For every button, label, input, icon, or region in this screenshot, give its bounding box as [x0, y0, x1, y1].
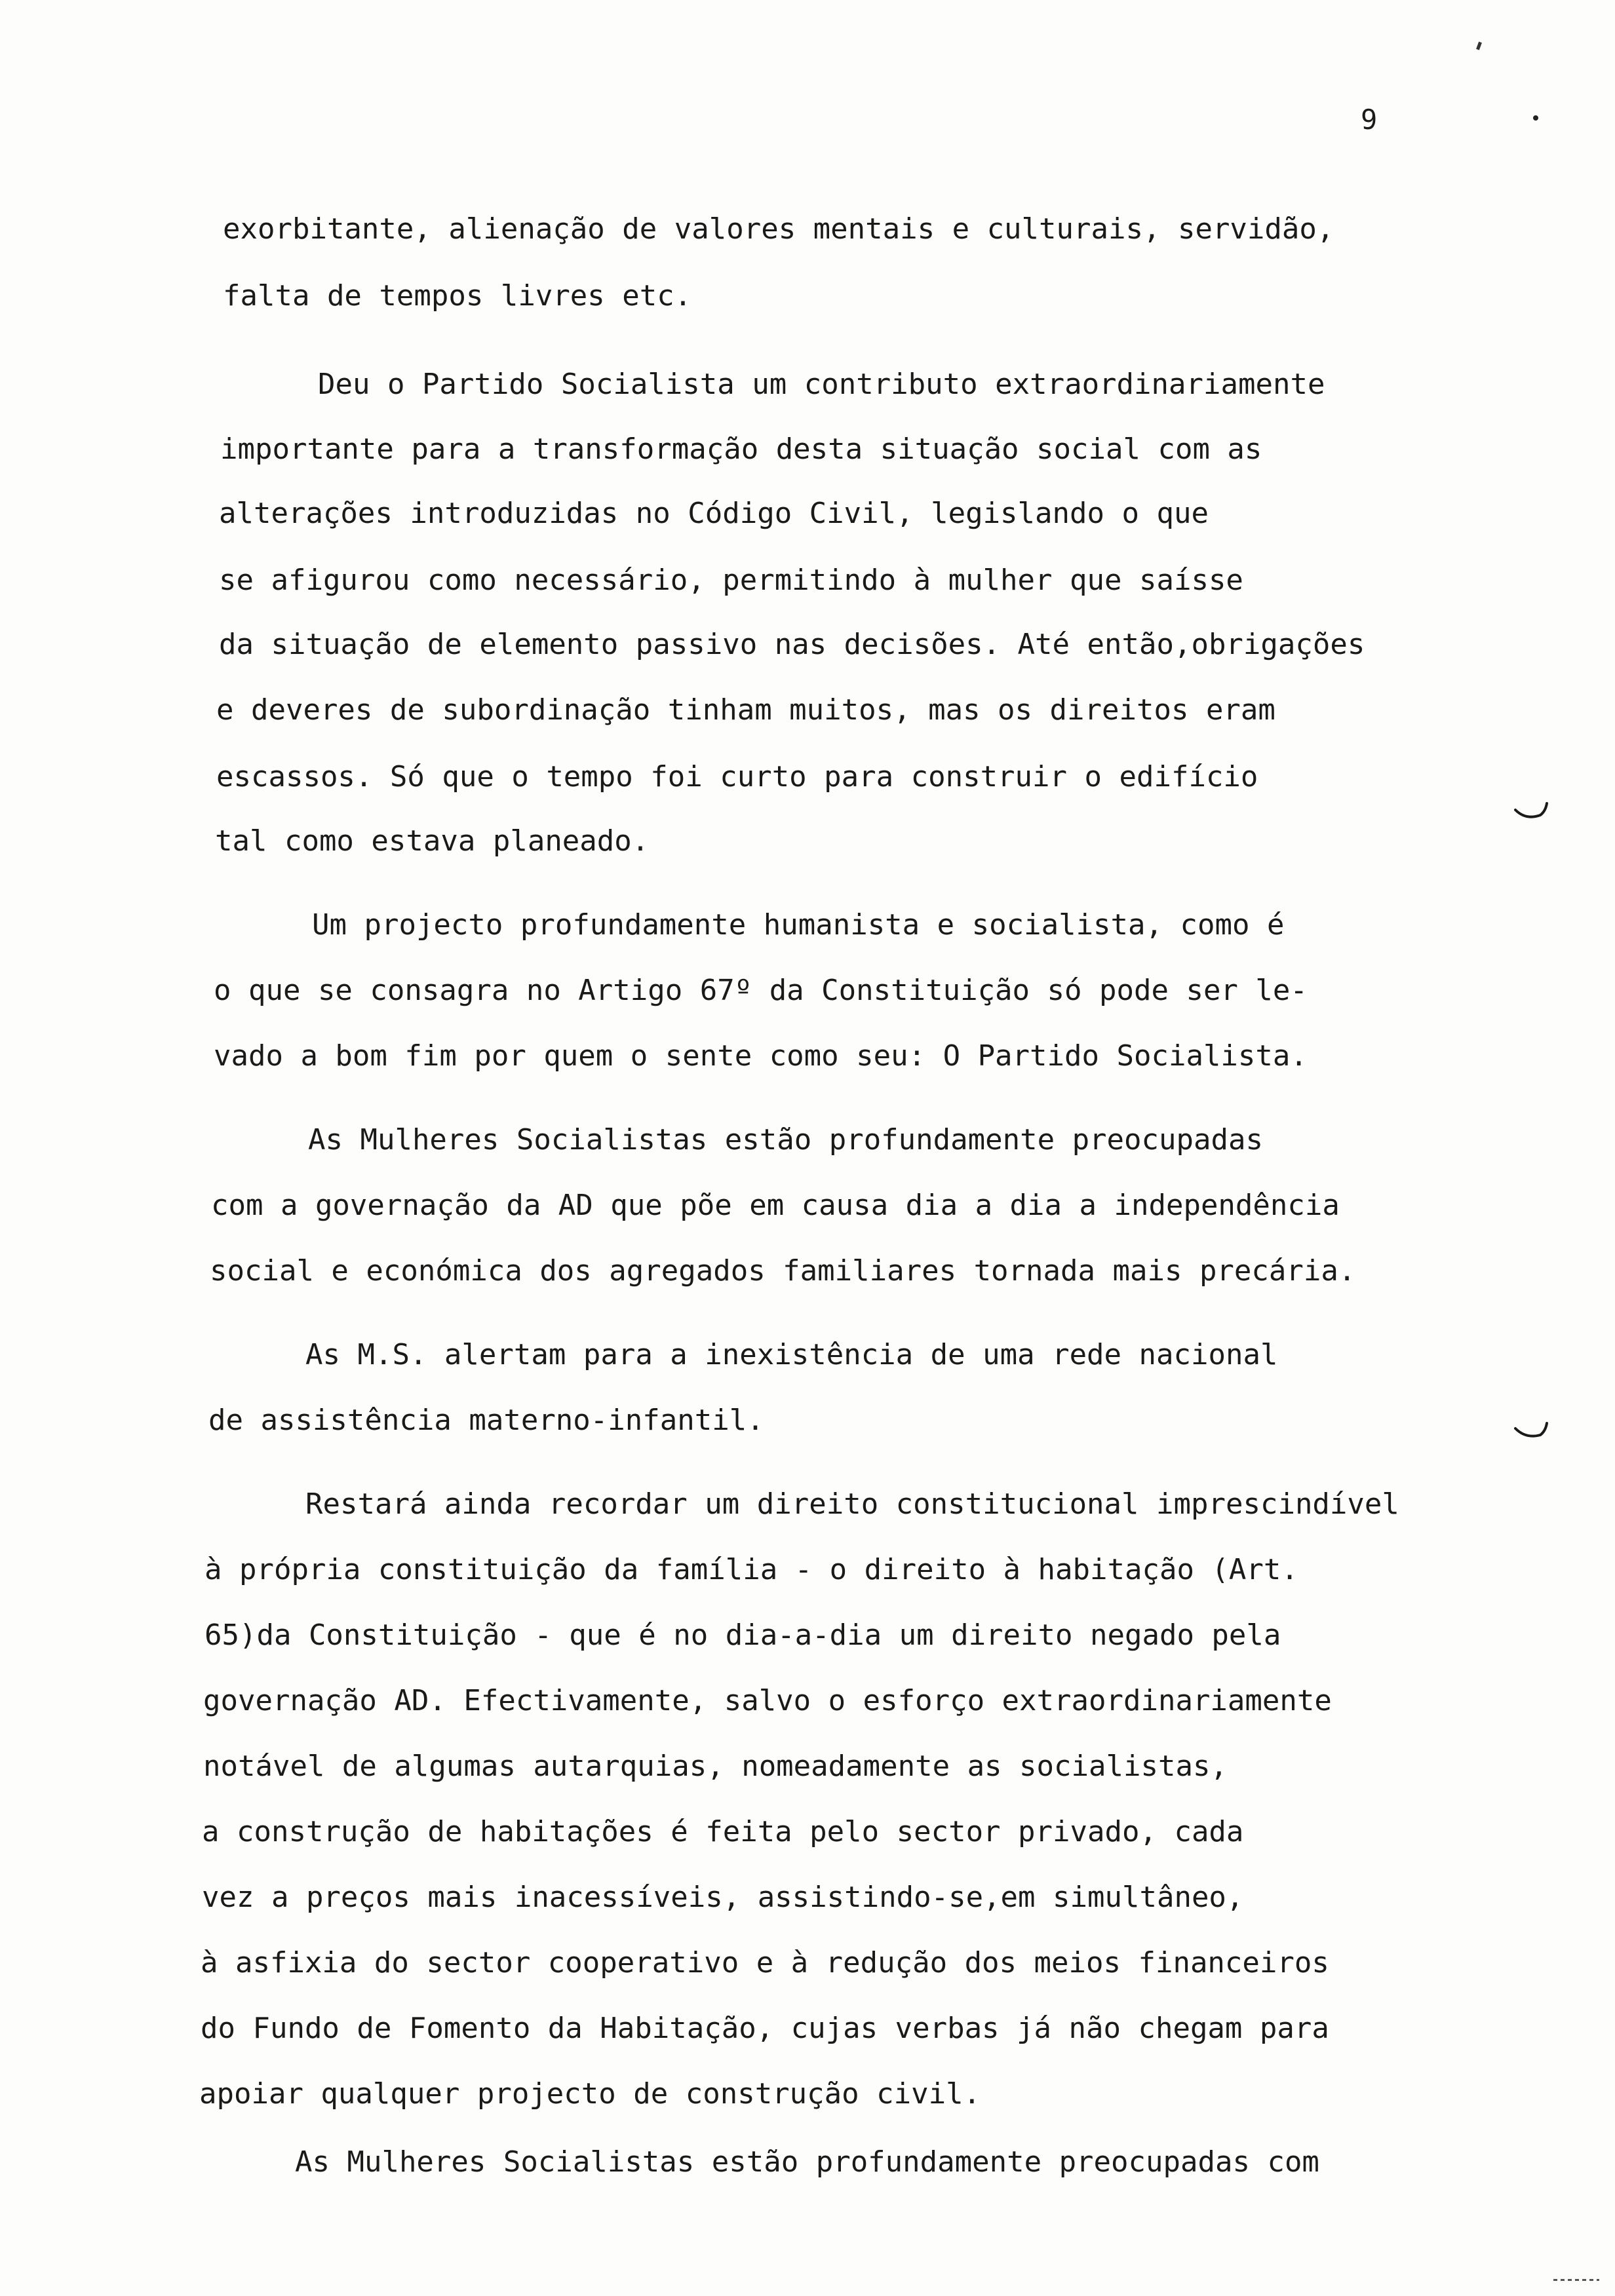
- text-line: e deveres de subordinação tinham muitos, mas os direitos eram: [216, 693, 1275, 727]
- text-line: governação AD. Efectivamente, salvo o esforço extraordinariamente: [203, 1684, 1332, 1717]
- text-line: As Mulheres Socialistas estão profundamente preocupadas: [308, 1123, 1263, 1157]
- text-line: vez a preços mais inacessíveis, assistindo-se,em simultâneo,: [202, 1881, 1244, 1914]
- text-line: vado a bom fim por quem o sente como seu: O Partido Socialista.: [214, 1039, 1308, 1073]
- text-line: do Fundo de Fomento da Habitação, cujas verbas já não chegam para: [201, 2012, 1329, 2045]
- dot-mark: [1533, 115, 1538, 121]
- check-mark-icon: [1514, 1421, 1549, 1440]
- text-line: notável de algumas autarquias, nomeadamente as socialistas,: [203, 1750, 1228, 1783]
- pen-mark: [1476, 42, 1482, 50]
- text-line: alterações introduzidas no Código Civil, legislando o que: [219, 497, 1209, 530]
- text-line: As M.S. alertam para a inexistência de uma rede nacional: [305, 1338, 1278, 1371]
- text-line: As Mulheres Socialistas estão profundamente preocupadas com: [295, 2145, 1319, 2179]
- text-line: falta de tempos livres etc.: [223, 279, 692, 313]
- text-line: se afigurou como necessário, permitindo à mulher que saísse: [219, 564, 1243, 597]
- text-line: importante para a transformação desta situação social com as: [220, 432, 1262, 466]
- text-line: social e económica dos agregados familiares tornada mais precária.: [210, 1254, 1356, 1288]
- check-mark-icon: [1514, 801, 1549, 820]
- text-line: com a governação da AD que põe em causa dia a dia a independência: [211, 1189, 1340, 1222]
- page-number: 9: [1361, 104, 1378, 136]
- text-line: exorbitante, alienação de valores mentais e culturais, servidão,: [223, 212, 1334, 246]
- text-line: de assistência materno-infantil.: [208, 1404, 764, 1437]
- text-line: 65)da Constituição - que é no dia-a-dia um direito negado pela: [204, 1618, 1281, 1652]
- scan-artifact: [1553, 2279, 1599, 2281]
- text-line: apoiar qualquer projecto de construção civil.: [199, 2077, 981, 2111]
- text-line: Restará ainda recordar um direito constitucional imprescindível: [305, 1487, 1399, 1521]
- text-line: tal como estava planeado.: [215, 824, 650, 858]
- text-line: Um projecto profundamente humanista e socialista, como é: [312, 908, 1285, 942]
- text-line: escassos. Só que o tempo foi curto para construir o edifício: [216, 760, 1258, 794]
- text-line: a construção de habitações é feita pelo sector privado, cada: [202, 1815, 1244, 1848]
- text-line: o que se consagra no Artigo 67º da Constituição só pode ser le-: [214, 974, 1308, 1007]
- text-line: à asfixia do sector cooperativo e à redução dos meios financeiros: [201, 1946, 1329, 1980]
- text-line: Deu o Partido Socialista um contributo extraordinariamente: [318, 368, 1325, 401]
- text-line: à própria constituição da família - o direito à habitação (Art.: [204, 1553, 1298, 1586]
- text-line: da situação de elemento passivo nas decisões. Até então,obrigações: [219, 628, 1365, 661]
